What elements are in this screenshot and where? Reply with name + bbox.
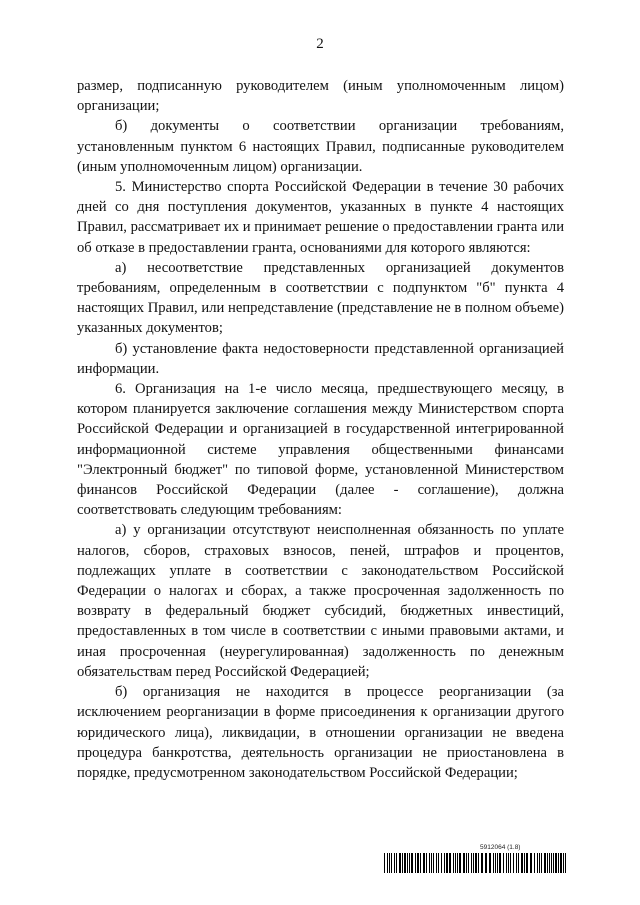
paragraph: а) несоответствие представленных организацией документов требованиям, определенным в соответствии с подпунктом "б" пункта 4 настоящих Правил, или непредставление (представление не в полном объеме) указанных документов; bbox=[77, 259, 564, 337]
barcode-bar bbox=[453, 853, 454, 873]
barcode-bar bbox=[544, 853, 546, 873]
barcode-bar bbox=[415, 853, 416, 873]
barcode-bar bbox=[555, 853, 557, 873]
barcode-bar bbox=[530, 853, 532, 873]
page-number: 2 bbox=[316, 36, 324, 52]
barcode-bar bbox=[481, 853, 483, 873]
paragraph: б) документы о соответствии организации требованиям, установленным пунктом 6 настоящих Правил, подписанные руководителем (иным уполномоченным лицом) организации. bbox=[77, 118, 564, 175]
barcode-bar bbox=[449, 853, 451, 873]
barcode-bar bbox=[436, 853, 437, 873]
barcode-bar bbox=[503, 853, 504, 873]
barcode-bar bbox=[420, 853, 421, 873]
barcode-bar bbox=[389, 853, 390, 873]
barcode-bar bbox=[402, 853, 403, 873]
barcode-bar bbox=[423, 853, 425, 873]
barcode-bar bbox=[539, 853, 540, 873]
barcode-bar bbox=[417, 853, 419, 873]
barcode-bar bbox=[553, 853, 554, 873]
barcode-bar bbox=[475, 853, 477, 873]
barcode-bar bbox=[396, 853, 397, 873]
barcode-bar bbox=[506, 853, 507, 873]
barcode-bar bbox=[409, 853, 410, 873]
paragraph: б) организация не находится в процессе реорганизации (за исключением реорганизации в форме присоединения к организации другого юридического лица), ликвидации, в отношении организации не введена процедура банкротства, деятельность организации не приостановлена в порядке, предусмотренном законодательством Российской Федерации; bbox=[77, 684, 564, 781]
document-body bbox=[77, 76, 564, 783]
barcode-bar bbox=[431, 853, 432, 873]
barcode-bar bbox=[508, 853, 509, 873]
paragraph: б) установление факта недостоверности представленной организацией информации. bbox=[77, 340, 564, 377]
barcode-bar bbox=[478, 853, 479, 873]
barcode-bar bbox=[457, 853, 458, 873]
barcode-bar bbox=[524, 853, 525, 873]
barcode-bar bbox=[433, 853, 434, 873]
barcode-bar bbox=[426, 853, 427, 873]
barcode-bar bbox=[404, 853, 406, 873]
barcode-bar bbox=[534, 853, 535, 873]
barcode-bar bbox=[518, 853, 519, 873]
barcode-bar bbox=[391, 853, 392, 873]
barcode-bar bbox=[473, 853, 474, 873]
barcode-bar bbox=[489, 853, 491, 873]
barcode-bar bbox=[537, 853, 538, 873]
barcode-bar bbox=[513, 853, 514, 873]
barcode-bar bbox=[455, 853, 456, 873]
barcode-bar bbox=[471, 853, 472, 873]
paragraph: 5. Министерство спорта Российской Федерации в течение 30 рабочих дней со дня поступления документов, указанных в пункте 4 настоящих Правил, рассматривает их и принимает решение о предоставлении гранта или об отказе в предоставлении гранта, основаниями для которого являются: bbox=[77, 179, 564, 256]
barcode-bar bbox=[399, 853, 401, 873]
barcode-bar bbox=[541, 853, 542, 873]
barcode-bar bbox=[560, 853, 562, 873]
barcode-bar bbox=[438, 853, 439, 873]
paragraph: размер, подписанную руководителем (иным уполномоченным лицом) организации; bbox=[77, 78, 564, 115]
barcode-bar bbox=[516, 853, 517, 873]
barcode-bar bbox=[565, 853, 566, 873]
barcode-bar bbox=[463, 853, 465, 873]
paragraph: а) у организации отсутствуют неисполненная обязанность по уплате налогов, сборов, страховых взносов, пеней, штрафов и процентов, подлежащих уплате в соответствии с законодательством Российской Федерации о налогах и сборах, а также просроченная задолженность по возврату в федеральный бюджет субсидий, бюджетных инвестиций, предоставленных в том числе в соответствии с иными правовыми актами, и иная просроченная (неурегулированная) задолженность по денежным обязательствам перед Российской Федерацией; bbox=[77, 522, 564, 680]
barcode-bar bbox=[468, 853, 469, 873]
barcode-bar bbox=[510, 853, 511, 873]
barcode-bar bbox=[407, 853, 408, 873]
barcode-bar bbox=[547, 853, 548, 873]
barcode-bar bbox=[549, 853, 550, 873]
barcode-bar bbox=[394, 853, 395, 873]
barcode-bar bbox=[485, 853, 487, 873]
barcode-bar bbox=[384, 853, 385, 873]
barcode-icon bbox=[384, 853, 566, 873]
barcode-bar bbox=[466, 853, 467, 873]
barcode-bar bbox=[444, 853, 445, 873]
barcode-bar bbox=[526, 853, 528, 873]
barcode-bar bbox=[497, 853, 498, 873]
document-footer bbox=[384, 844, 566, 874]
document-code: 5912064 (1.8) bbox=[480, 844, 521, 851]
barcode-bar bbox=[551, 853, 552, 873]
barcode-bar bbox=[493, 853, 494, 873]
barcode-bar bbox=[387, 853, 388, 873]
barcode-bar bbox=[495, 853, 496, 873]
barcode-bar bbox=[521, 853, 523, 873]
barcode-bar bbox=[429, 853, 430, 873]
barcode-bar bbox=[446, 853, 448, 873]
barcode-bar bbox=[411, 853, 413, 873]
barcode-bar bbox=[558, 853, 559, 873]
barcode-bar bbox=[459, 853, 461, 873]
paragraph: 6. Организация на 1-е число месяца, предшествующего месяцу, в котором планируется заключение соглашения между Министерством спорта Российской Федерации и организацией в государственной интегрированной информационной системе управления общественными финансами "Электронный бюджет" по типовой форме, установленной Министерством финансов Российской Федерации (далее - соглашение), должна соответствовать следующим требованиям: bbox=[77, 381, 564, 519]
barcode-bar bbox=[499, 853, 501, 873]
barcode-bar bbox=[563, 853, 564, 873]
barcode-bar bbox=[441, 853, 442, 873]
